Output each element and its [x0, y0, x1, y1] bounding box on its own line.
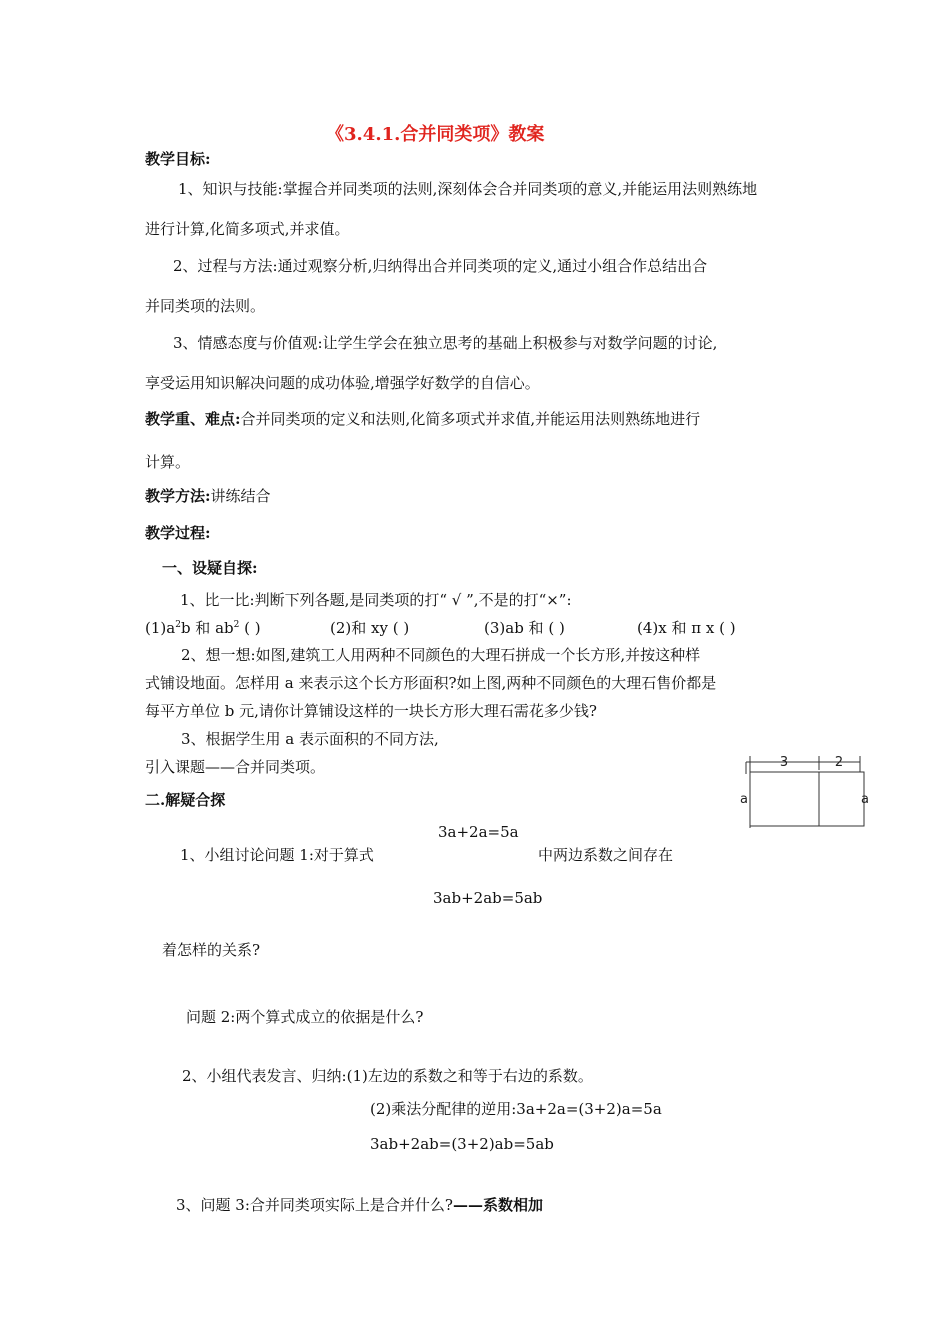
option-3: (3)ab 和 ( ) [484, 619, 565, 637]
conclusion-2: (2)乘法分配律的逆用:3a+2a=(3+2)a=5a [370, 1100, 662, 1118]
option-1-part-a: (1)a [145, 619, 176, 637]
section-1-question-3: 3、根据学生用 a 表示面积的不同方法, [181, 730, 439, 748]
equation-2: 3ab+2ab=5ab [433, 889, 543, 907]
section-1-question-2-line-2: 式铺设地面。怎样用 a 来表示这个长方形面积?如上图,两种不同颜色的大理石售价都是 [145, 674, 717, 692]
option-1-part-b: b 和 ab [180, 619, 234, 637]
page-title: 《3.4.1.合并同类项》教案 [326, 124, 545, 145]
option-1: $(1)a^2b$ 和 $ab^2$ ( ) [145, 619, 261, 637]
process-heading: 教学过程: [145, 524, 211, 542]
rectangle-diagram [742, 752, 872, 832]
section-2-question-1-c: 着怎样的关系? [162, 941, 261, 959]
section-1-question-2-line-3: 每平方单位 b 元,请你计算铺设这样的一块长方形大理石需花多少钱? [145, 702, 597, 720]
label-height-left: a [740, 792, 748, 807]
key-points-text: 合并同类项的定义和法则,化简多项式并求值,并能运用法则熟练地进行 [240, 410, 701, 428]
question-3-text: 3、问题 3:合并同类项实际上是合并什么? [176, 1196, 453, 1214]
method-label: 教学方法: [145, 487, 211, 505]
conclusion-3: 3ab+2ab=(3+2)ab=5ab [370, 1135, 554, 1153]
topic-intro: 引入课题——合并同类项。 [145, 758, 326, 776]
section-1-heading: 一、设疑自探: [162, 559, 258, 577]
section-2-heading: 二.解疑合探 [145, 791, 226, 809]
method-text: 讲练结合 [210, 487, 271, 505]
label-width-3: 3 [779, 755, 789, 770]
section-2-question-3 [176, 1195, 543, 1215]
option-2: (2)和 xy ( ) [330, 619, 410, 637]
section-1-question-2-line-1: 2、想一想:如图,建筑工人用两种不同颜色的大理石拼成一个长方形,并按这种样 [181, 646, 701, 664]
option-4: (4)x 和 π x ( ) [637, 619, 736, 637]
key-points-label: 教学重、难点: [145, 410, 241, 428]
section-2-question-1-a: 1、小组讨论问题 1:对于算式 [180, 846, 374, 864]
objective-3-line-1: 3、情感态度与价值观:让学生学会在独立思考的基础上积极参与对数学问题的讨论, [173, 334, 718, 352]
conclusion-1: 2、小组代表发言、归纳:(1)左边的系数之和等于右边的系数。 [182, 1067, 593, 1085]
label-width-2: 2 [834, 755, 844, 770]
objective-1-line-2: 进行计算,化简多项式,并求值。 [145, 220, 350, 238]
teaching-method [145, 486, 271, 506]
option-1-part-c: ( ) [244, 619, 261, 637]
question-3-answer: ——系数相加 [452, 1196, 543, 1214]
section-2-question-2: 问题 2:两个算式成立的依据是什么? [186, 1008, 424, 1026]
objective-3-line-2: 享受运用知识解决问题的成功体验,增强学好数学的自信心。 [145, 374, 540, 392]
label-height-right: a [861, 792, 869, 807]
key-points-line-2: 计算。 [145, 453, 191, 471]
section-2-question-1-b: 中两边系数之间存在 [538, 846, 674, 864]
objectives-heading: 教学目标: [145, 150, 211, 168]
objective-1-line-1: 1、知识与技能:掌握合并同类项的法则,深刻体会合并同类项的意义,并能运用法则熟练地 [178, 180, 758, 198]
objective-2-line-1: 2、过程与方法:通过观察分析,归纳得出合并同类项的定义,通过小组合作总结出合 [173, 257, 708, 275]
equation-1: 3a+2a=5a [438, 823, 519, 841]
key-points-line-1 [145, 409, 700, 429]
section-1-question-1: 1、比一比:判断下列各题,是同类项的打“ √ ”,不是的打“×”: [180, 591, 572, 609]
objective-2-line-2: 并同类项的法则。 [145, 297, 266, 315]
